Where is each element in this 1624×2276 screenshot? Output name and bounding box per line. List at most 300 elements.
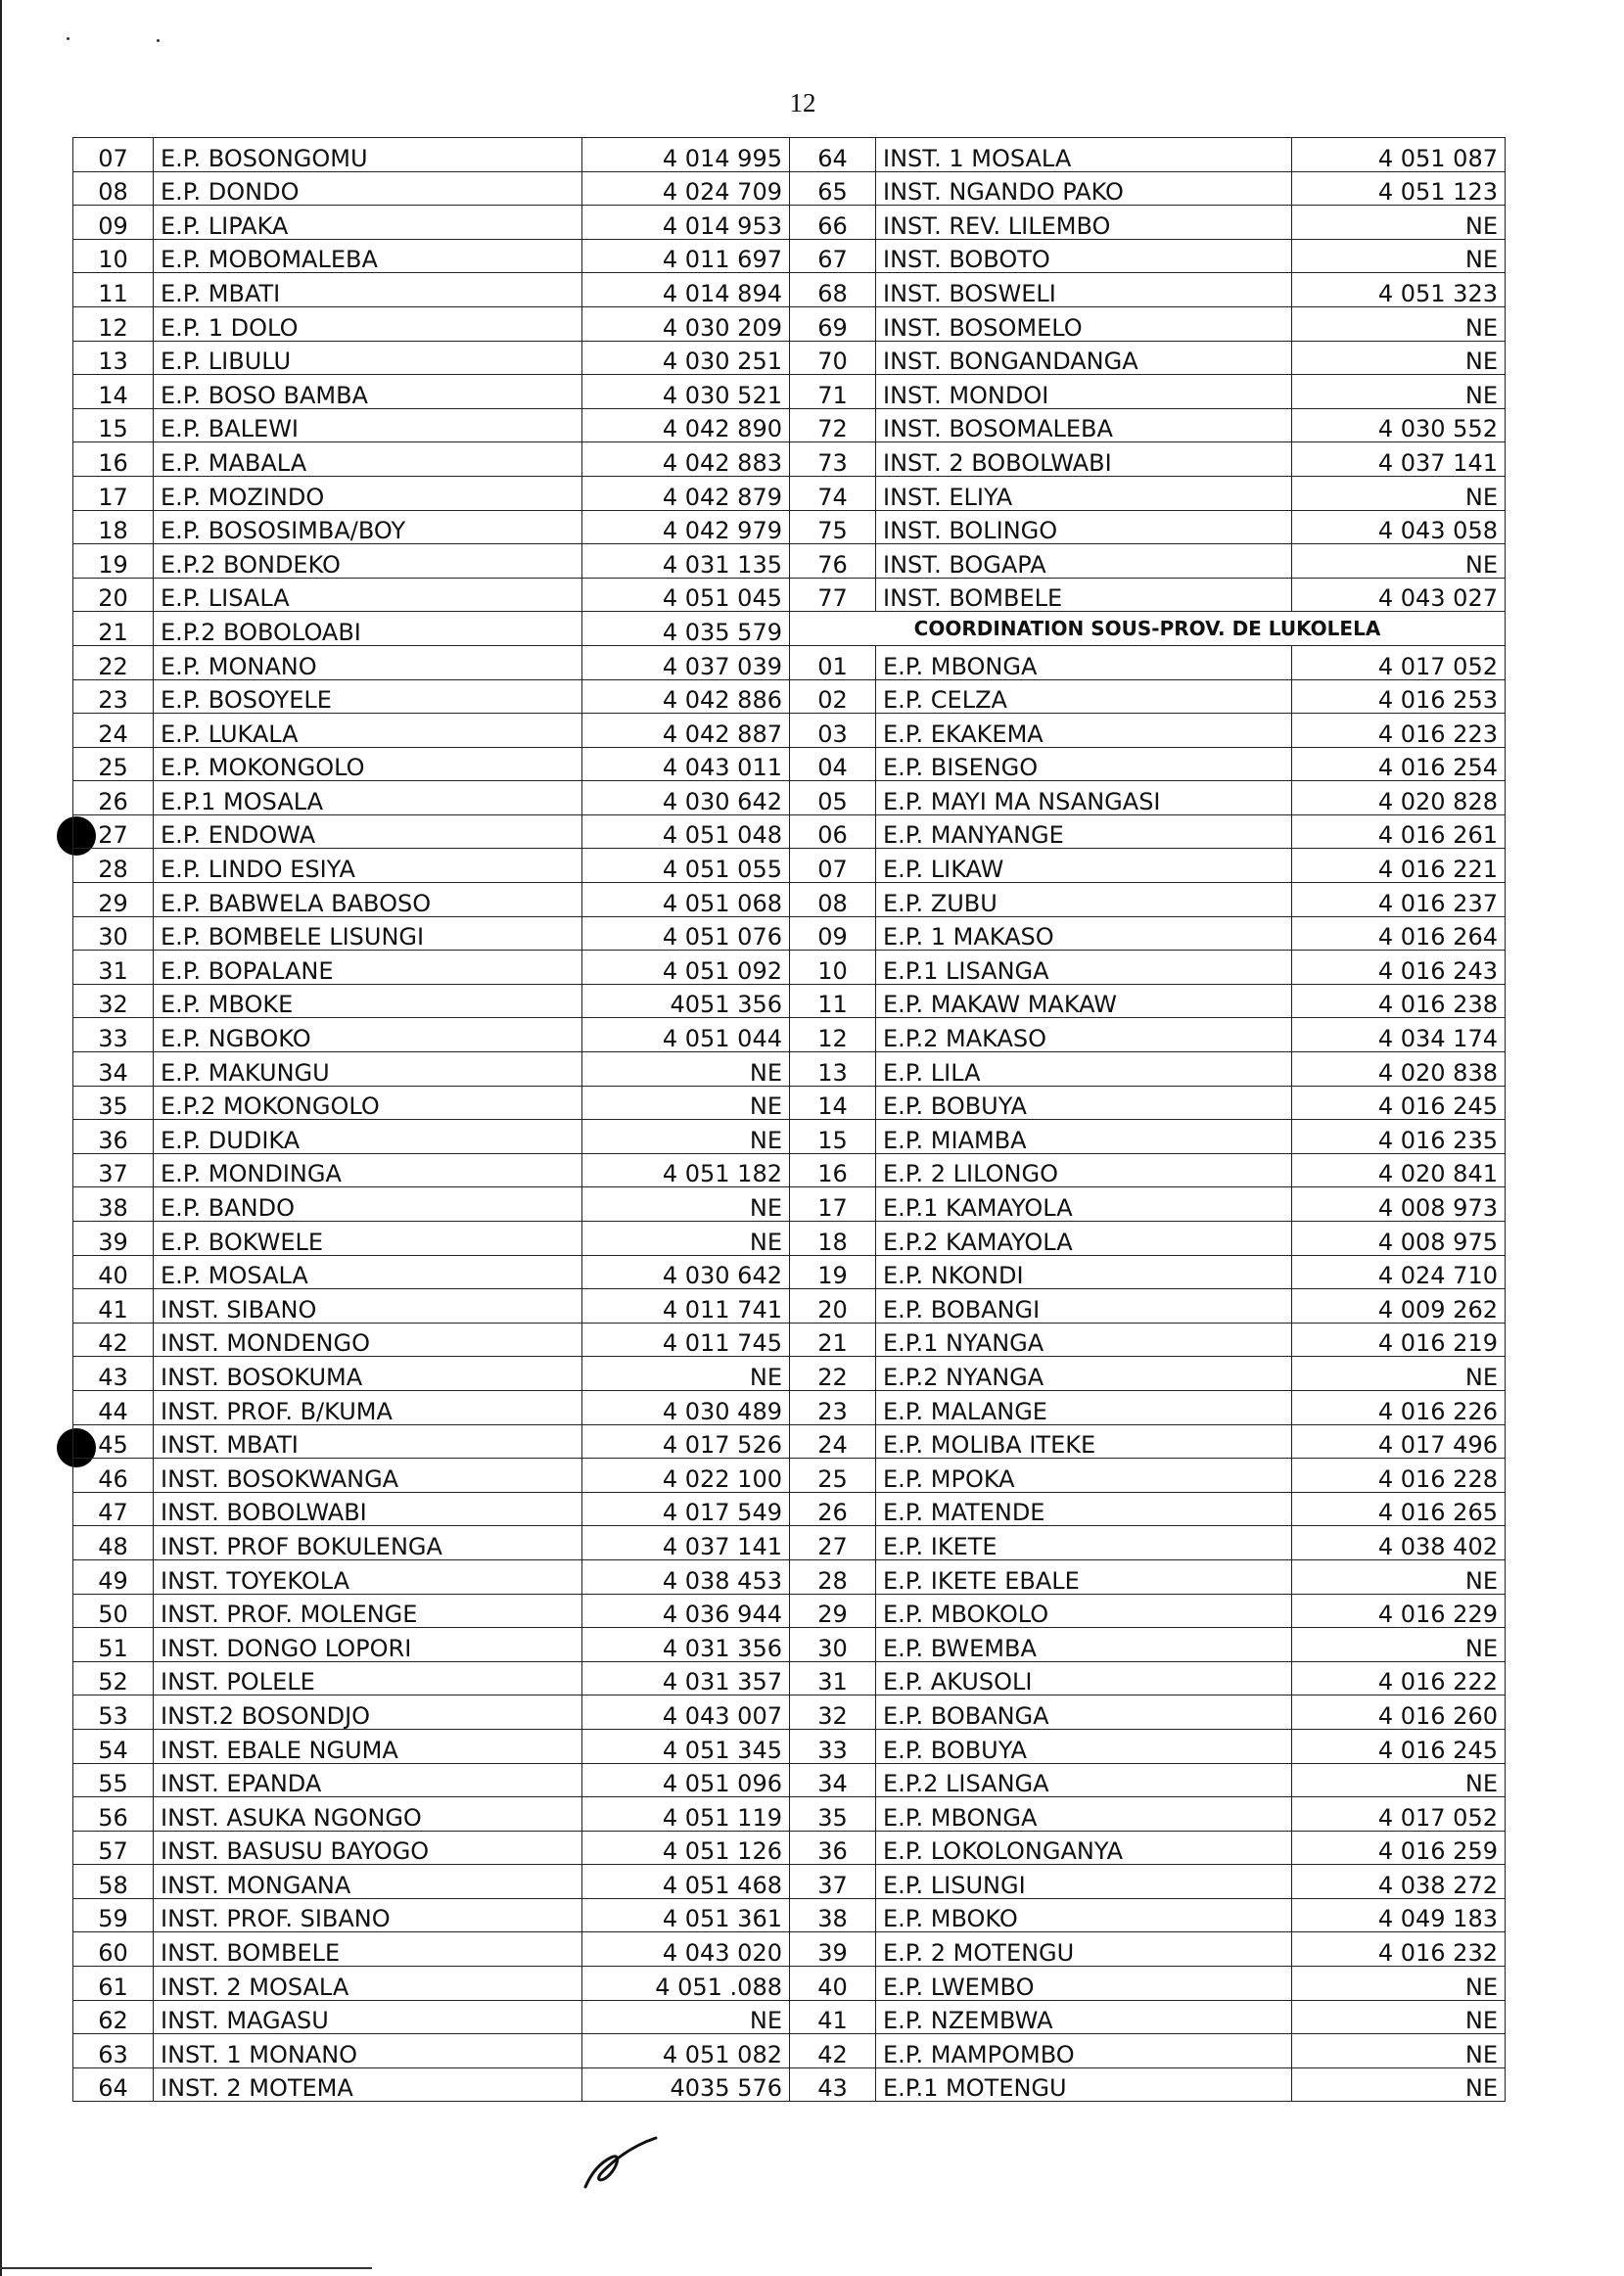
school-name: E.P. DUDIKA — [154, 1120, 582, 1154]
row-number: 35 — [790, 1797, 876, 1832]
school-code: 4 017 052 — [1292, 645, 1506, 679]
school-code: 4 016 222 — [1292, 1661, 1506, 1695]
school-code: 4 016 232 — [1292, 1932, 1506, 1967]
school-code: 4051 356 — [582, 984, 790, 1018]
school-name: E.P. AKUSOLI — [876, 1661, 1292, 1695]
school-code: NE — [582, 1052, 790, 1087]
school-name: E.P. BOSOYELE — [154, 679, 582, 714]
school-code: 4 024 709 — [582, 171, 790, 206]
row-number: 41 — [790, 2000, 876, 2034]
school-code: 4 042 979 — [582, 510, 790, 544]
school-code: 4 009 262 — [1292, 1289, 1506, 1324]
table-row — [73, 1222, 1506, 1256]
school-name: INST. 1 MONANO — [154, 2034, 582, 2068]
school-name: E.P.1 MOSALA — [154, 781, 582, 815]
school-code: 4 016 223 — [1292, 714, 1506, 748]
scan-bottom-edge — [0, 2267, 372, 2269]
school-code: 4 017 526 — [582, 1424, 790, 1459]
row-number: 14 — [73, 375, 154, 409]
school-name: E.P. MBONGA — [876, 1797, 1292, 1832]
school-name: E.P.2 MOKONGOLO — [154, 1086, 582, 1120]
school-name: E.P. LISUNGI — [876, 1865, 1292, 1899]
school-name: E.P. MANYANGE — [876, 814, 1292, 849]
school-code: 4 031 135 — [582, 544, 790, 579]
school-code: 4 016 229 — [1292, 1594, 1506, 1628]
table-row — [73, 747, 1506, 781]
row-number: 47 — [73, 1492, 154, 1526]
school-name: INST. EBALE NGUMA — [154, 1729, 582, 1763]
school-code: 4 038 402 — [1292, 1526, 1506, 1560]
row-number: 44 — [73, 1390, 154, 1424]
row-number: 09 — [73, 206, 154, 240]
row-number: 52 — [73, 1661, 154, 1695]
school-name: E.P. LINDO ESIYA — [154, 849, 582, 883]
row-number: 30 — [73, 916, 154, 951]
school-name: E.P. ENDOWA — [154, 814, 582, 849]
table-row — [73, 1459, 1506, 1493]
school-name: E.P. BOBANGI — [876, 1289, 1292, 1324]
school-code: 4 030 251 — [582, 341, 790, 375]
school-code: NE — [1292, 1357, 1506, 1391]
row-number: 08 — [790, 883, 876, 917]
school-name: INST. BOBOTO — [876, 239, 1292, 273]
school-code: 4 016 226 — [1292, 1390, 1506, 1424]
row-number: 29 — [790, 1594, 876, 1628]
row-number: 22 — [73, 645, 154, 679]
school-code: NE — [582, 1120, 790, 1154]
row-number: 56 — [73, 1797, 154, 1832]
school-code: 4 020 841 — [1292, 1153, 1506, 1187]
school-name: E.P. LIKAW — [876, 849, 1292, 883]
row-number: 01 — [790, 645, 876, 679]
school-name: INST.2 BOSONDJO — [154, 1695, 582, 1730]
school-name: E.P. BISENGO — [876, 747, 1292, 781]
row-number: 11 — [790, 984, 876, 1018]
table-row — [73, 476, 1506, 510]
row-number: 50 — [73, 1594, 154, 1628]
school-code: 4 016 228 — [1292, 1459, 1506, 1493]
school-code: 4 051 045 — [582, 578, 790, 612]
school-code: 4 037 141 — [582, 1526, 790, 1560]
school-code: NE — [1292, 206, 1506, 240]
row-number: 38 — [790, 1898, 876, 1932]
school-code: 4 016 264 — [1292, 916, 1506, 951]
school-code: 4 031 356 — [582, 1628, 790, 1662]
school-name: INST. MONDOI — [876, 375, 1292, 409]
row-number: 68 — [790, 273, 876, 307]
scan-speck — [157, 39, 160, 42]
table-row — [73, 1865, 1506, 1899]
table-row — [73, 171, 1506, 206]
school-code: NE — [1292, 1628, 1506, 1662]
table-row — [73, 544, 1506, 579]
school-code: NE — [1292, 341, 1506, 375]
row-number: 59 — [73, 1898, 154, 1932]
row-number: 40 — [73, 1255, 154, 1289]
table-row — [73, 1357, 1506, 1391]
school-name: E.P. BOBUYA — [876, 1729, 1292, 1763]
row-number: 74 — [790, 476, 876, 510]
table-row — [73, 1492, 1506, 1526]
school-code: NE — [1292, 544, 1506, 579]
row-number: 58 — [73, 1865, 154, 1899]
row-number: 46 — [73, 1459, 154, 1493]
table-row — [73, 612, 1506, 646]
table-row — [73, 1763, 1506, 1797]
school-name: INST. BASUSU BAYOGO — [154, 1831, 582, 1865]
school-code: 4 043 011 — [582, 747, 790, 781]
school-name: E.P.2 NYANGA — [876, 1357, 1292, 1391]
row-number: 21 — [73, 612, 154, 646]
table-row — [73, 239, 1506, 273]
school-code: 4 043 020 — [582, 1932, 790, 1967]
row-number: 25 — [790, 1459, 876, 1493]
school-name: INST. BOSOKUMA — [154, 1357, 582, 1391]
table-row — [73, 510, 1506, 544]
row-number: 31 — [73, 951, 154, 985]
row-number: 12 — [790, 1018, 876, 1052]
school-name: E.P. MOBOMALEBA — [154, 239, 582, 273]
school-code: 4 017 549 — [582, 1492, 790, 1526]
scan-speck — [67, 37, 70, 40]
row-number: 24 — [790, 1424, 876, 1459]
school-code: NE — [1292, 239, 1506, 273]
row-number: 16 — [73, 442, 154, 477]
school-name: E.P. LIPAKA — [154, 206, 582, 240]
school-name: INST. MAGASU — [154, 2000, 582, 2034]
school-name: INST. PROF. B/KUMA — [154, 1390, 582, 1424]
row-number: 57 — [73, 1831, 154, 1865]
row-number: 13 — [790, 1052, 876, 1087]
table-row — [73, 1898, 1506, 1932]
school-name: INST. BOGAPA — [876, 544, 1292, 579]
row-number: 07 — [73, 138, 154, 172]
school-code: 4 051 119 — [582, 1797, 790, 1832]
school-code: 4 037 141 — [1292, 442, 1506, 477]
row-number: 17 — [790, 1187, 876, 1222]
table-row — [73, 883, 1506, 917]
table-row — [73, 916, 1506, 951]
school-name: E.P. MONDINGA — [154, 1153, 582, 1187]
school-code: 4 051 182 — [582, 1153, 790, 1187]
row-number: 32 — [790, 1695, 876, 1730]
school-name: E.P. LOKOLONGANYA — [876, 1831, 1292, 1865]
row-number: 10 — [73, 239, 154, 273]
school-name: E.P. IKETE — [876, 1526, 1292, 1560]
table-row — [73, 1729, 1506, 1763]
school-code: 4 051 048 — [582, 814, 790, 849]
table-row — [73, 1018, 1506, 1052]
table-row — [73, 206, 1506, 240]
school-name: E.P. MAKAW MAKAW — [876, 984, 1292, 1018]
school-code: NE — [1292, 306, 1506, 341]
row-number: 38 — [73, 1187, 154, 1222]
row-number: 61 — [73, 1967, 154, 2001]
row-number: 15 — [73, 408, 154, 442]
row-number: 72 — [790, 408, 876, 442]
row-number: 39 — [790, 1932, 876, 1967]
school-code: 4 049 183 — [1292, 1898, 1506, 1932]
school-code: 4 051 076 — [582, 916, 790, 951]
school-code: 4035 576 — [582, 2067, 790, 2102]
school-name: INST. MONDENGO — [154, 1323, 582, 1357]
school-code: 4 042 890 — [582, 408, 790, 442]
school-name: E.P. EKAKEMA — [876, 714, 1292, 748]
school-code: 4 016 221 — [1292, 849, 1506, 883]
row-number: 30 — [790, 1628, 876, 1662]
school-code-table — [72, 137, 1506, 2102]
handwritten-initial — [578, 2134, 666, 2193]
row-number: 36 — [790, 1831, 876, 1865]
school-code: 4 051 096 — [582, 1763, 790, 1797]
school-name: INST. TOYEKOLA — [154, 1559, 582, 1594]
row-number: 27 — [790, 1526, 876, 1560]
school-code: 4 011 697 — [582, 239, 790, 273]
row-number: 28 — [73, 849, 154, 883]
table-row — [73, 1797, 1506, 1832]
table-row — [73, 1289, 1506, 1324]
school-name: INST. BOMBELE — [154, 1932, 582, 1967]
school-name: E.P. LWEMBO — [876, 1967, 1292, 2001]
school-name: E.P. MATENDE — [876, 1492, 1292, 1526]
table-row — [73, 781, 1506, 815]
school-name: INST. BOSOMALEBA — [876, 408, 1292, 442]
school-code: 4 031 357 — [582, 1661, 790, 1695]
school-name: INST. BOLINGO — [876, 510, 1292, 544]
section-header: COORDINATION SOUS-PROV. DE LUKOLELA — [790, 612, 1506, 646]
table-row — [73, 1052, 1506, 1087]
table-row — [73, 1120, 1506, 1154]
row-number: 65 — [790, 171, 876, 206]
row-number: 75 — [790, 510, 876, 544]
table-row — [73, 1086, 1506, 1120]
school-name: INST. ELIYA — [876, 476, 1292, 510]
table-row — [73, 1526, 1506, 1560]
table-row — [73, 951, 1506, 985]
row-number: 37 — [73, 1153, 154, 1187]
row-number: 08 — [73, 171, 154, 206]
school-name: INST. BONGANDANGA — [876, 341, 1292, 375]
school-code: 4 051 361 — [582, 1898, 790, 1932]
row-number: 42 — [790, 2034, 876, 2068]
school-name: INST. DONGO LOPORI — [154, 1628, 582, 1662]
school-code: 4 016 238 — [1292, 984, 1506, 1018]
table-row — [73, 1932, 1506, 1967]
school-code: 4 030 521 — [582, 375, 790, 409]
school-code: 4 030 552 — [1292, 408, 1506, 442]
row-number: 19 — [73, 544, 154, 579]
table-row — [73, 306, 1506, 341]
table-row — [73, 1153, 1506, 1187]
school-name: E.P. MAYI MA NSANGASI — [876, 781, 1292, 815]
table-row — [73, 273, 1506, 307]
row-number: 67 — [790, 239, 876, 273]
table-row — [73, 1594, 1506, 1628]
school-code: NE — [582, 1222, 790, 1256]
school-code: 4 037 039 — [582, 645, 790, 679]
school-name: E.P. MALANGE — [876, 1390, 1292, 1424]
school-name: E.P.1 MOTENGU — [876, 2067, 1292, 2102]
school-name: INST. POLELE — [154, 1661, 582, 1695]
school-code: 4 051 123 — [1292, 171, 1506, 206]
row-number: 64 — [790, 138, 876, 172]
row-number: 29 — [73, 883, 154, 917]
school-name: INST. 2 BOBOLWABI — [876, 442, 1292, 477]
school-code: NE — [582, 1357, 790, 1391]
school-code: 4 016 253 — [1292, 679, 1506, 714]
school-code: 4 042 879 — [582, 476, 790, 510]
school-name: E.P. MBOKE — [154, 984, 582, 1018]
row-number: 36 — [73, 1120, 154, 1154]
school-code: 4 016 260 — [1292, 1695, 1506, 1730]
school-name: E.P. LISALA — [154, 578, 582, 612]
school-code: 4 042 883 — [582, 442, 790, 477]
row-number: 04 — [790, 747, 876, 781]
school-name: E.P. MBATI — [154, 273, 582, 307]
school-name: E.P. MAMPOMBO — [876, 2034, 1292, 2068]
row-number: 15 — [790, 1120, 876, 1154]
school-code: 4 016 243 — [1292, 951, 1506, 985]
school-name: INST. BOSOMELO — [876, 306, 1292, 341]
school-name: INST. BOSWELI — [876, 273, 1292, 307]
school-code: 4 051 055 — [582, 849, 790, 883]
table-row — [73, 984, 1506, 1018]
school-name: INST. 2 MOTEMA — [154, 2067, 582, 2102]
school-code: 4 014 995 — [582, 138, 790, 172]
school-name: E.P. 2 LILONGO — [876, 1153, 1292, 1187]
school-name: E.P.2 MAKASO — [876, 1018, 1292, 1052]
school-code: NE — [1292, 1559, 1506, 1594]
row-number: 32 — [73, 984, 154, 1018]
row-number: 21 — [790, 1323, 876, 1357]
school-name: E.P. MBOKOLO — [876, 1594, 1292, 1628]
row-number: 09 — [790, 916, 876, 951]
row-number: 25 — [73, 747, 154, 781]
school-code: 4 051 087 — [1292, 138, 1506, 172]
school-code: NE — [1292, 1763, 1506, 1797]
school-name: E.P. IKETE EBALE — [876, 1559, 1292, 1594]
row-number: 43 — [790, 2067, 876, 2102]
school-name: INST. BOBOLWABI — [154, 1492, 582, 1526]
school-name: E.P. MBOKO — [876, 1898, 1292, 1932]
school-code: 4 038 272 — [1292, 1865, 1506, 1899]
school-code: 4 030 642 — [582, 1255, 790, 1289]
school-code: 4 051 126 — [582, 1831, 790, 1865]
school-name: E.P. BOSO BAMBA — [154, 375, 582, 409]
row-number: 71 — [790, 375, 876, 409]
school-name: E.P.1 NYANGA — [876, 1323, 1292, 1357]
school-name: E.P. NGBOKO — [154, 1018, 582, 1052]
row-number: 19 — [790, 1255, 876, 1289]
row-number: 63 — [73, 2034, 154, 2068]
school-code: 4 020 838 — [1292, 1052, 1506, 1087]
school-code: 4 020 828 — [1292, 781, 1506, 815]
row-number: 66 — [790, 206, 876, 240]
row-number: 24 — [73, 714, 154, 748]
school-name: INST. REV. LILEMBO — [876, 206, 1292, 240]
row-number: 11 — [73, 273, 154, 307]
school-code: 4 017 496 — [1292, 1424, 1506, 1459]
table-row — [73, 1559, 1506, 1594]
school-code: 4 043 007 — [582, 1695, 790, 1730]
school-code: 4 016 219 — [1292, 1323, 1506, 1357]
school-code: NE — [582, 2000, 790, 2034]
school-name: INST. BOMBELE — [876, 578, 1292, 612]
school-code: 4 016 265 — [1292, 1492, 1506, 1526]
school-name: E.P. LIBULU — [154, 341, 582, 375]
school-name: INST. PROF. SIBANO — [154, 1898, 582, 1932]
school-name: INST. 2 MOSALA — [154, 1967, 582, 2001]
school-name: E.P. MOSALA — [154, 1255, 582, 1289]
row-number: 28 — [790, 1559, 876, 1594]
table-row — [73, 578, 1506, 612]
school-code: NE — [1292, 375, 1506, 409]
row-number: 41 — [73, 1289, 154, 1324]
table-row — [73, 375, 1506, 409]
row-number: 70 — [790, 341, 876, 375]
scan-left-edge — [0, 0, 2, 2276]
school-name: INST. MBATI — [154, 1424, 582, 1459]
school-code: NE — [582, 1187, 790, 1222]
school-name: E.P.1 LISANGA — [876, 951, 1292, 985]
school-code: 4 035 579 — [582, 612, 790, 646]
table-row — [73, 1695, 1506, 1730]
school-name: INST. ASUKA NGONGO — [154, 1797, 582, 1832]
row-number: 18 — [73, 510, 154, 544]
school-code: 4 008 975 — [1292, 1222, 1506, 1256]
row-number: 23 — [790, 1390, 876, 1424]
school-code: 4 051 .088 — [582, 1967, 790, 2001]
school-code: 4 008 973 — [1292, 1187, 1506, 1222]
school-name: INST. SIBANO — [154, 1289, 582, 1324]
school-name: E.P. DONDO — [154, 171, 582, 206]
school-code: 4 051 468 — [582, 1865, 790, 1899]
row-number: 69 — [790, 306, 876, 341]
school-code: 4 038 453 — [582, 1559, 790, 1594]
row-number: 16 — [790, 1153, 876, 1187]
school-code: NE — [582, 1086, 790, 1120]
table-row — [73, 1255, 1506, 1289]
school-name: E.P. BOMBELE LISUNGI — [154, 916, 582, 951]
table-row — [73, 1661, 1506, 1695]
school-code: NE — [1292, 2000, 1506, 2034]
school-code: 4 024 710 — [1292, 1255, 1506, 1289]
school-code: 4 043 027 — [1292, 578, 1506, 612]
school-code: 4 036 944 — [582, 1594, 790, 1628]
table-row — [73, 442, 1506, 477]
table-row — [73, 1390, 1506, 1424]
school-name: E.P. LILA — [876, 1052, 1292, 1087]
row-number: 49 — [73, 1559, 154, 1594]
row-number: 13 — [73, 341, 154, 375]
school-name: E.P. MAKUNGU — [154, 1052, 582, 1087]
school-code: 4 011 745 — [582, 1323, 790, 1357]
table-row — [73, 1187, 1506, 1222]
school-name: INST. BOSOKWANGA — [154, 1459, 582, 1493]
school-name: E.P. MIAMBA — [876, 1120, 1292, 1154]
school-code: 4 042 887 — [582, 714, 790, 748]
table-row — [73, 849, 1506, 883]
row-number: 64 — [73, 2067, 154, 2102]
school-name: E.P. 1 MAKASO — [876, 916, 1292, 951]
table-row — [73, 341, 1506, 375]
school-name: E.P.2 BOBOLOABI — [154, 612, 582, 646]
school-name: E.P. 2 MOTENGU — [876, 1932, 1292, 1967]
school-code: 4 016 235 — [1292, 1120, 1506, 1154]
row-number: 34 — [73, 1052, 154, 1087]
school-name: INST. PROF. MOLENGE — [154, 1594, 582, 1628]
school-name: E.P. MOKONGOLO — [154, 747, 582, 781]
